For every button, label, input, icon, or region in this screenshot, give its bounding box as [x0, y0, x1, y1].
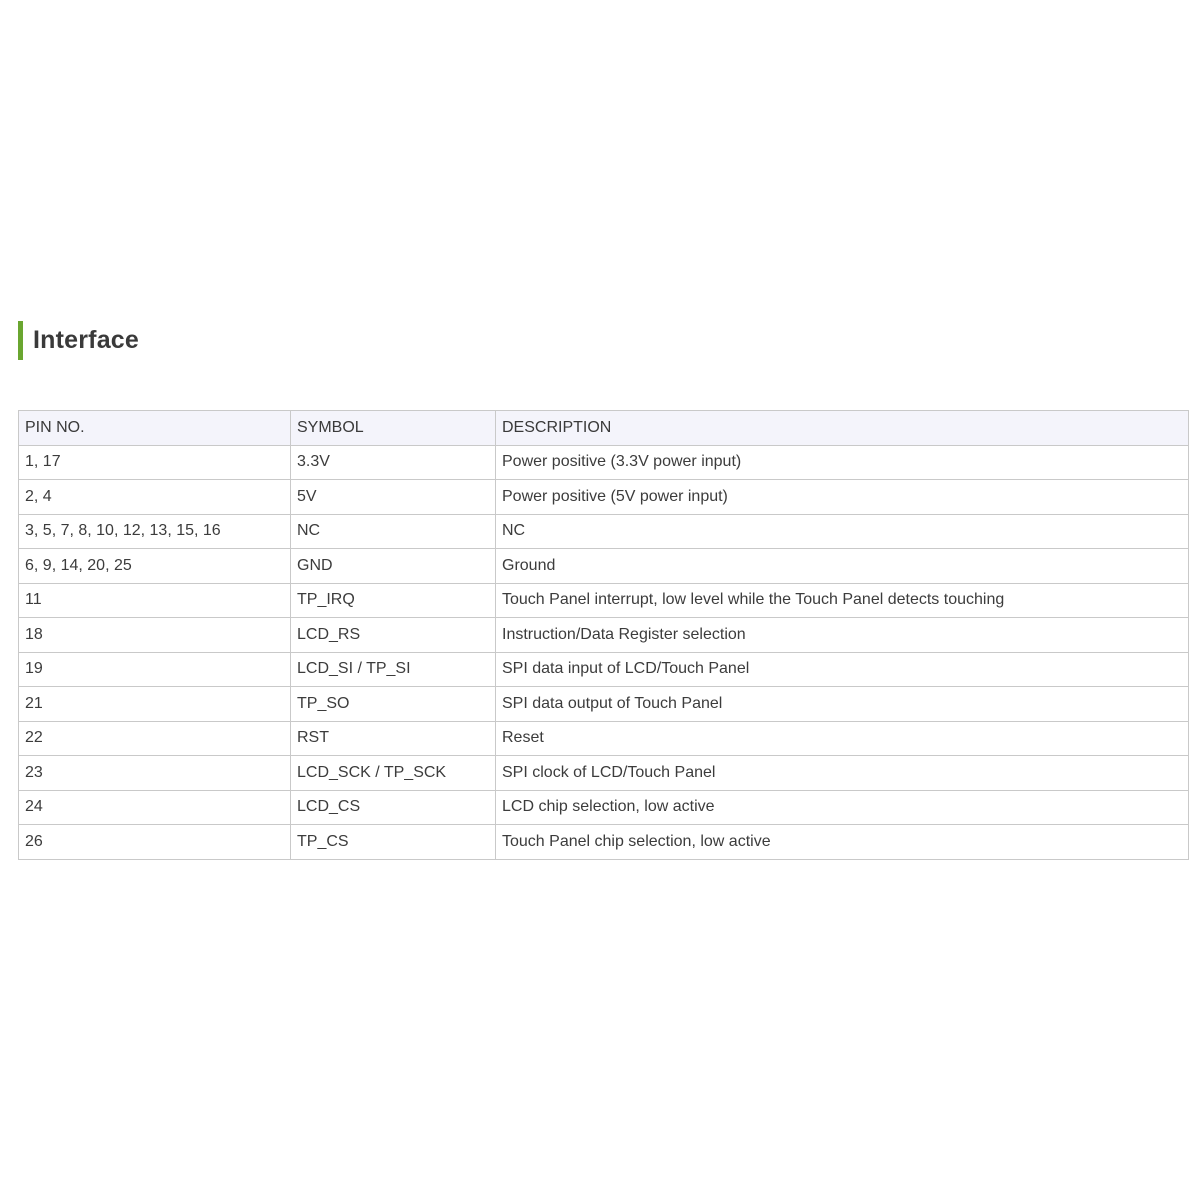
pin-interface-table	[18, 410, 1189, 860]
cell-symbol: LCD_CS	[291, 790, 496, 825]
cell-symbol: 3.3V	[291, 445, 496, 480]
cell-description: Instruction/Data Register selection	[496, 618, 1189, 653]
cell-description: Ground	[496, 549, 1189, 584]
table-row	[19, 687, 1189, 722]
heading-accent-bar	[18, 321, 23, 360]
table-row	[19, 790, 1189, 825]
table-row	[19, 549, 1189, 584]
cell-description: SPI data output of Touch Panel	[496, 687, 1189, 722]
cell-pin: 23	[19, 756, 291, 791]
cell-description: NC	[496, 514, 1189, 549]
cell-symbol: GND	[291, 549, 496, 584]
table-row	[19, 583, 1189, 618]
cell-pin: 26	[19, 825, 291, 860]
table-row	[19, 480, 1189, 515]
cell-pin: 1, 17	[19, 445, 291, 480]
cell-description: Power positive (5V power input)	[496, 480, 1189, 515]
cell-symbol: TP_CS	[291, 825, 496, 860]
page-title: Interface	[33, 326, 140, 354]
table-row	[19, 514, 1189, 549]
cell-pin: 22	[19, 721, 291, 756]
table-row	[19, 756, 1189, 791]
table-header-row	[19, 411, 1189, 446]
cell-symbol: TP_SO	[291, 687, 496, 722]
cell-pin: 3, 5, 7, 8, 10, 12, 13, 15, 16	[19, 514, 291, 549]
cell-description: Touch Panel interrupt, low level while the Touch Panel detects touching	[496, 583, 1189, 618]
header-description: DESCRIPTION	[496, 411, 1189, 446]
cell-description: SPI clock of LCD/Touch Panel	[496, 756, 1189, 791]
table-row	[19, 825, 1189, 860]
cell-symbol: 5V	[291, 480, 496, 515]
cell-pin: 11	[19, 583, 291, 618]
cell-symbol: TP_IRQ	[291, 583, 496, 618]
cell-symbol: LCD_SCK / TP_SCK	[291, 756, 496, 791]
cell-description: Touch Panel chip selection, low active	[496, 825, 1189, 860]
cell-pin: 6, 9, 14, 20, 25	[19, 549, 291, 584]
cell-pin: 19	[19, 652, 291, 687]
cell-description: Reset	[496, 721, 1189, 756]
cell-pin: 24	[19, 790, 291, 825]
table-row	[19, 652, 1189, 687]
table-row	[19, 721, 1189, 756]
cell-symbol: RST	[291, 721, 496, 756]
section-heading	[18, 321, 139, 360]
cell-description: SPI data input of LCD/Touch Panel	[496, 652, 1189, 687]
cell-pin: 2, 4	[19, 480, 291, 515]
cell-description: LCD chip selection, low active	[496, 790, 1189, 825]
header-pin-no: PIN NO.	[19, 411, 291, 446]
table-row	[19, 445, 1189, 480]
cell-pin: 18	[19, 618, 291, 653]
cell-pin: 21	[19, 687, 291, 722]
cell-symbol: NC	[291, 514, 496, 549]
table-row	[19, 618, 1189, 653]
cell-description: Power positive (3.3V power input)	[496, 445, 1189, 480]
header-symbol: SYMBOL	[291, 411, 496, 446]
cell-symbol: LCD_SI / TP_SI	[291, 652, 496, 687]
cell-symbol: LCD_RS	[291, 618, 496, 653]
